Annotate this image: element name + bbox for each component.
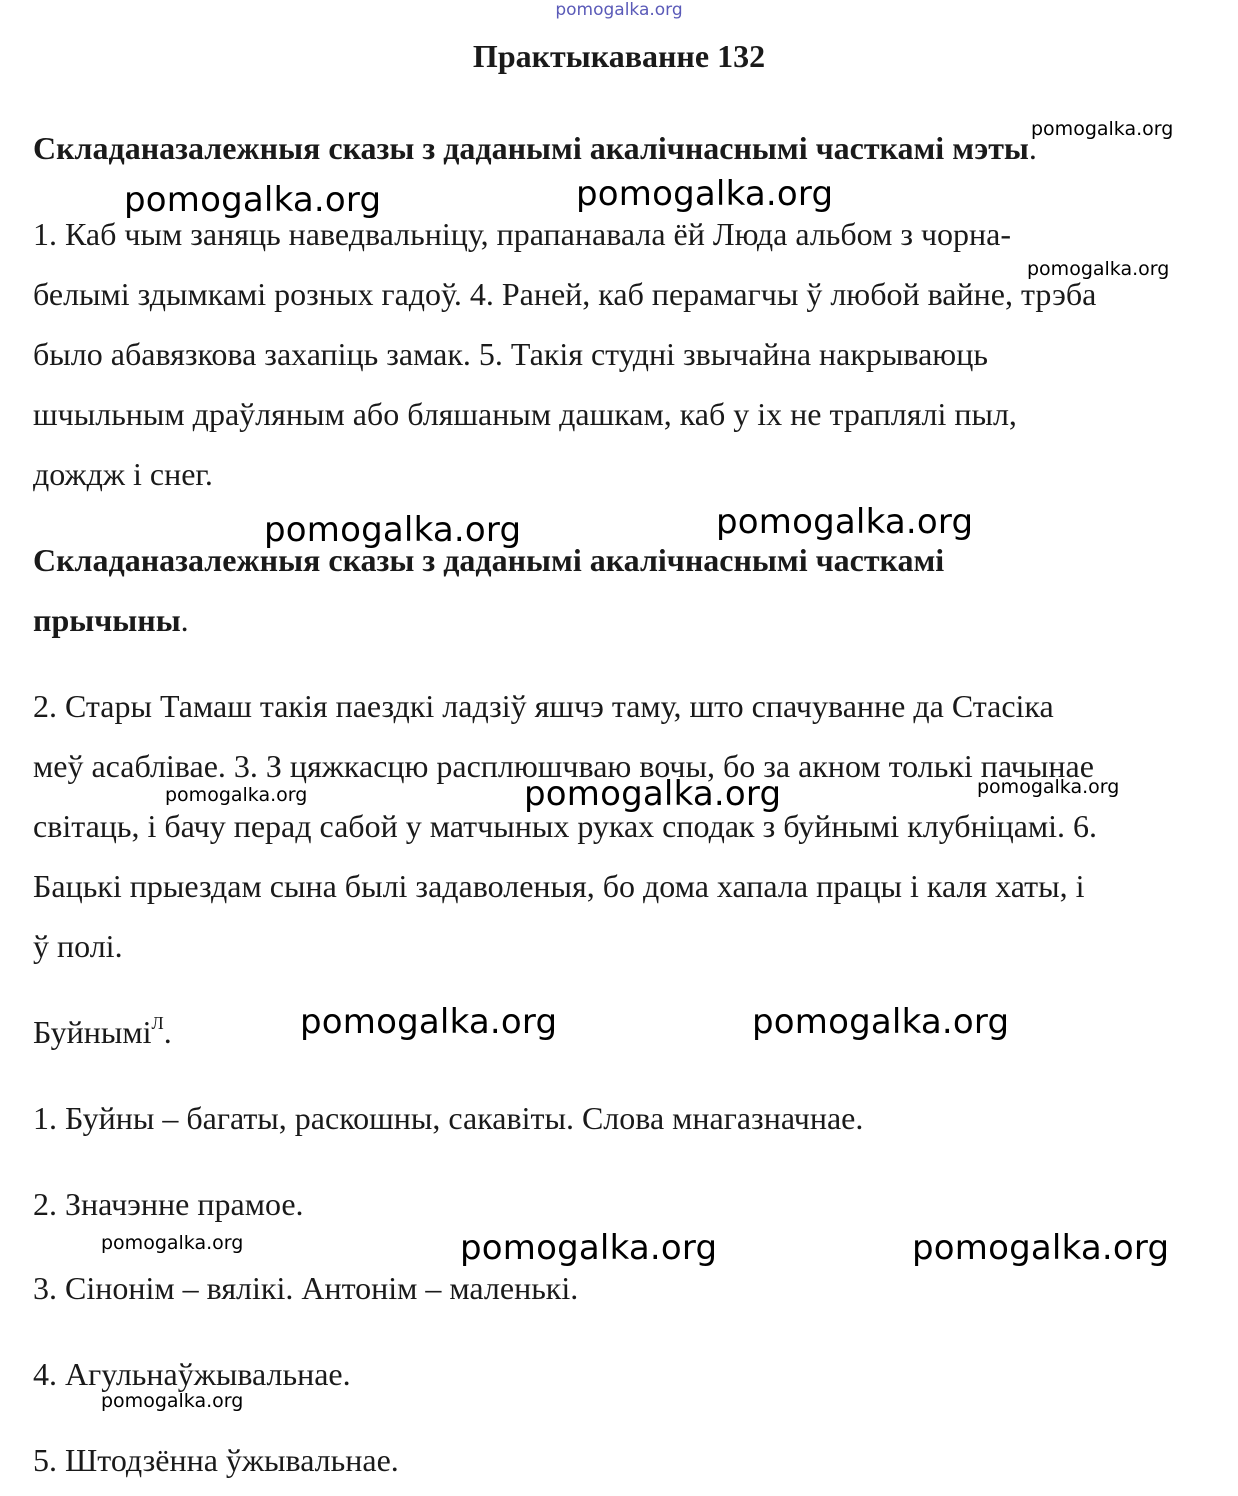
watermark: pomogalka.org	[1031, 118, 1174, 140]
section1-line-3: было абавязкова захапіць замак. 5. Такія студні звычайна накрываюць	[33, 336, 988, 372]
section1-line-4: шчыльным драўляным або бляшаным дашкам, каб у іх не траплялі пыл,	[33, 396, 1017, 432]
watermark: pomogalka.org	[752, 1002, 1010, 1042]
section2-heading-end: .	[180, 602, 189, 638]
analysed-word: Буйнымі	[33, 1014, 152, 1050]
analysed-word-end: .	[163, 1014, 172, 1050]
watermark: pomogalka.org	[300, 1002, 558, 1042]
analysis-item-4: 4. Агульнаўжывальнае.	[33, 1356, 351, 1392]
word-analysis-heading	[33, 1012, 172, 1052]
watermark: pomogalka.org	[165, 784, 308, 806]
section2-heading-line-2	[33, 600, 189, 640]
section2-line-2: меў асаблівае. 3. З цяжкасцю расплюшчваю вочы, бо за акном толькі пачынае	[33, 748, 1094, 784]
page-title: Практыкаванне 132	[472, 38, 766, 74]
watermark: pomogalka.org	[460, 1228, 718, 1268]
section2-line-3: світаць, і бачу перад сабой у матчыных руках сподак з буйнымі клубніцамі. 6.	[33, 808, 1098, 844]
watermark: pomogalka.org	[716, 502, 974, 542]
section2-heading-text: прычыны	[33, 602, 181, 638]
section1-line-5: дождж і снег.	[33, 456, 213, 492]
section2-heading-line-1: Складаназалежныя сказы з даданымі акалічнаснымі часткамі	[33, 542, 945, 578]
watermark: pomogalka.org	[1027, 258, 1170, 280]
section1-line-1: 1. Каб чым заняць наведвальніцу, прапанавала ёй Люда альбом з чорна-	[33, 216, 1012, 252]
watermark: pomogalka.org	[124, 180, 382, 220]
analysis-item-1: 1. Буйны – багаты, раскошны, сакавіты. Слова мнагазначнае.	[33, 1100, 864, 1136]
watermark: pomogalka.org	[101, 1390, 244, 1412]
top-watermark: pomogalka.org	[555, 0, 683, 20]
analysis-item-2: 2. Значэнне прамое.	[33, 1186, 304, 1222]
watermark: pomogalka.org	[101, 1232, 244, 1254]
watermark: pomogalka.org	[524, 774, 782, 814]
section2-line-5: ў полі.	[33, 928, 123, 964]
analysis-item-5: 5. Штодзённа ўжывальнае.	[33, 1442, 399, 1478]
watermark: pomogalka.org	[576, 174, 834, 214]
section1-heading-end: .	[1028, 130, 1037, 166]
watermark: pomogalka.org	[977, 776, 1120, 798]
watermark: pomogalka.org	[912, 1228, 1170, 1268]
section1-heading	[33, 128, 1037, 168]
section2-line-4: Бацькі прыездам сына былі задаволеныя, бо дома хапала працы і каля хаты, і	[33, 868, 1085, 904]
section1-line-2: белымі здымкамі розных гадоў. 4. Раней, каб перамагчы ў любой вайне, трэба	[33, 276, 1097, 312]
analysis-item-3: 3. Сінонім – вялікі. Антонім – маленькі.	[33, 1270, 579, 1306]
word-superscript: Л	[151, 1013, 164, 1033]
section2-line-1: 2. Стары Тамаш такія паездкі ладзіў яшчэ таму, што спачуванне да Стасіка	[33, 688, 1054, 724]
section1-heading-text: Складаназалежныя сказы з даданымі акалічнаснымі часткамі мэты	[33, 130, 1029, 166]
watermark: pomogalka.org	[264, 510, 522, 550]
